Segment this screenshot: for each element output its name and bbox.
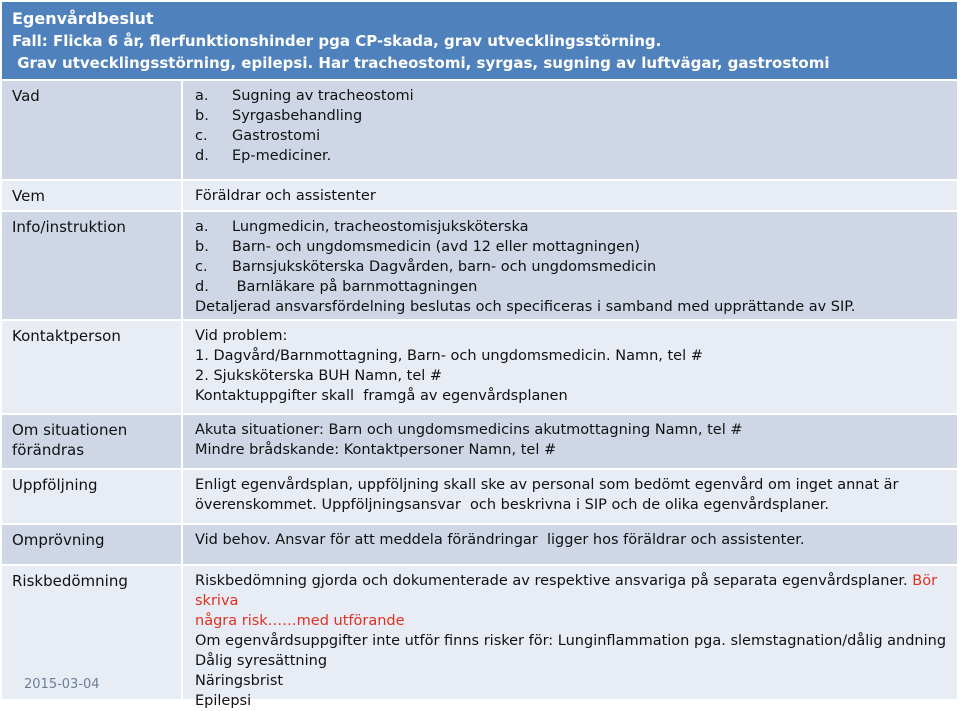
row-value: Vid behov. Ansvar för att meddela förändringar ligger hos föräldrar och assistenter.	[195, 532, 805, 548]
case-description-line2: Grav utvecklingsstörning, epilepsi. Har tracheostomi, syrgas, sugning av luftvägar, gastrostomi	[12, 54, 830, 72]
row-label: Riskbedömning 2015-03-04	[2, 566, 183, 699]
text-line: överenskommet. Uppföljningsansvar och beskrivna i SIP och de olika egenvårdsplaner.	[195, 497, 830, 513]
row-label: Vad	[2, 81, 183, 179]
list-item: b. Barn- och ungdomsmedicin (avd 12 eller mottagningen)	[195, 239, 640, 255]
row-vem	[2, 181, 957, 212]
list-item: b. Syrgasbehandling	[195, 108, 363, 124]
info-note: Detaljerad ansvarsfördelning beslutas och specificeras i samband med upprättande av SIP.	[195, 299, 856, 315]
text-line: Mindre brådskande: Kontaktpersoner Namn, tel #	[195, 442, 557, 458]
row-value	[183, 212, 957, 319]
list-item: d. Ep-mediciner.	[195, 148, 332, 164]
document-title: Egenvårdbeslut	[12, 9, 154, 28]
row-value	[183, 81, 957, 179]
comment-text: några risk……med utförande	[195, 613, 405, 629]
text-line: Näringsbrist	[195, 673, 284, 689]
list-item: c. Barnsjuksköterska Dagvården, barn- och ungdomsmedicin	[195, 259, 657, 275]
decision-table	[2, 81, 957, 709]
list-item: d. Barnläkare på barnmottagningen	[195, 279, 478, 295]
text-line: Dålig syresättning	[195, 653, 328, 669]
row-om-situationen-forandras	[2, 415, 957, 470]
text-line: 1. Dagvård/Barnmottagning, Barn- och ungdomsmedicin. Namn, tel #	[195, 348, 703, 364]
row-value: Föräldrar och assistenter	[195, 188, 376, 204]
row-vad	[2, 81, 957, 181]
row-value	[183, 470, 957, 523]
row-label: Omprövning	[2, 525, 183, 564]
list-item: a. Sugning av tracheostomi	[195, 88, 414, 104]
list-item: c. Gastrostomi	[195, 128, 321, 144]
row-value	[183, 415, 957, 468]
vad-list	[195, 86, 951, 166]
row-kontaktperson	[2, 321, 957, 415]
document-header	[2, 2, 957, 79]
text-line: Enligt egenvårdsplan, uppföljning skall ske av personal som bedömt egenvård om inget annat är	[195, 477, 899, 493]
text-line: Kontaktuppgifter skall framgå av egenvårdsplanen	[195, 388, 568, 404]
row-label: Om situationen förändras	[2, 415, 183, 468]
row-label: Uppföljning	[2, 470, 183, 523]
text-line: Om egenvårdsuppgifter inte utför finns risker för: Lunginflammation pga. slemstagnation/dålig andning	[195, 633, 947, 649]
info-list	[195, 217, 951, 297]
comment-text: Bör skriva	[195, 573, 938, 609]
list-item: a. Lungmedicin, tracheostomisjuksköterska	[195, 219, 529, 235]
row-uppfoljning	[2, 470, 957, 525]
row-label: Vem	[2, 181, 183, 210]
row-info	[2, 212, 957, 321]
row-value	[183, 566, 957, 709]
case-description-line1: Fall: Flicka 6 år, flerfunktionshinder pga CP-skada, grav utvecklingsstörning.	[12, 32, 662, 50]
text-line: Epilepsi	[195, 693, 252, 709]
text-line: Vid problem:	[195, 328, 288, 344]
row-value	[183, 321, 957, 413]
row-label: Kontaktperson	[2, 321, 183, 413]
document-date: 2015-03-04	[24, 677, 100, 692]
text-line: 2. Sjuksköterska BUH Namn, tel #	[195, 368, 443, 384]
text-line: Akuta situationer: Barn och ungdomsmedicins akutmottagning Namn, tel #	[195, 422, 743, 438]
row-label: Info/instruktion	[2, 212, 183, 319]
row-omprovning	[2, 525, 957, 566]
row-riskbedomning	[2, 566, 957, 709]
text-line: Riskbedömning gjorda och dokumenterade av respektive ansvariga på separata egenvårdsplaner. Bör skriva	[195, 573, 938, 609]
